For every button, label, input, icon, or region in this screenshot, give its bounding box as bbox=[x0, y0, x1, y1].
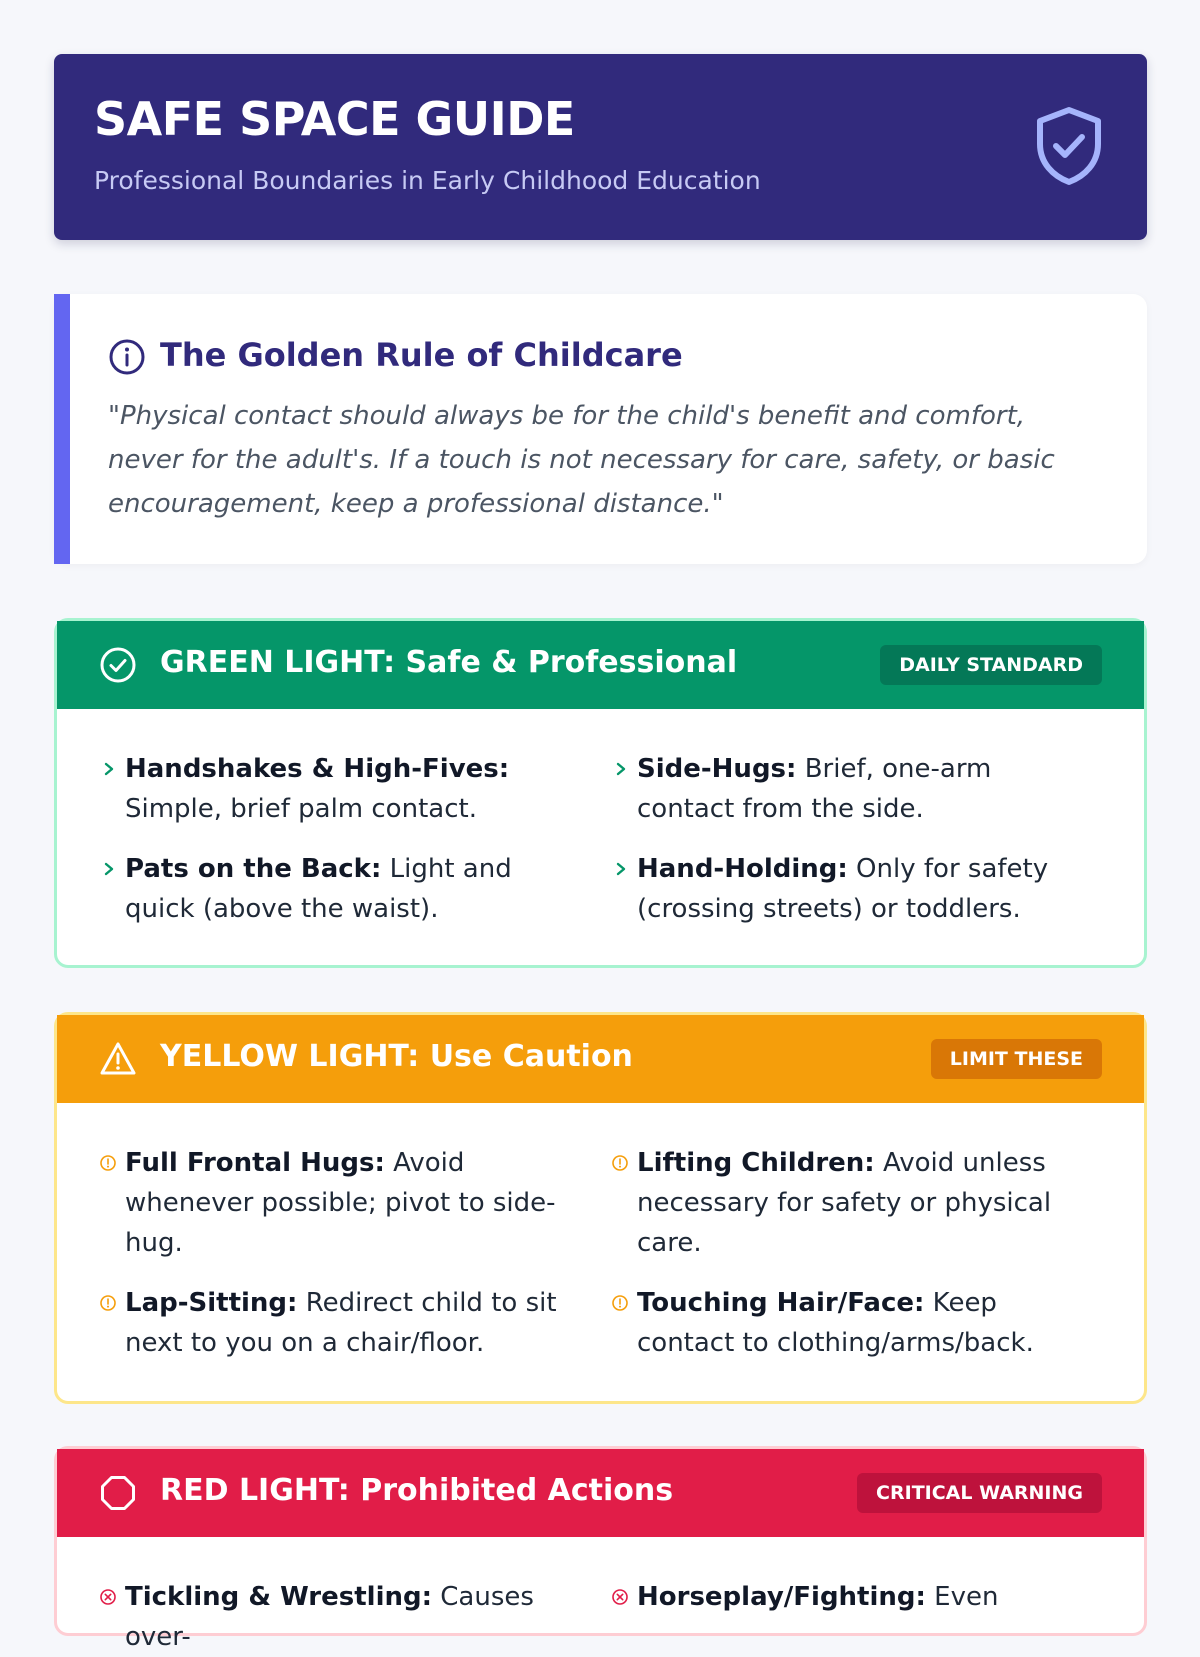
list-item bbox=[611, 1283, 1111, 1363]
item-term: Lap-Sitting: bbox=[125, 1288, 298, 1318]
list-item bbox=[611, 849, 1111, 929]
page-title: SAFE SPACE GUIDE bbox=[94, 92, 575, 146]
item-column-left bbox=[99, 749, 599, 929]
yellow-light-section bbox=[54, 1012, 1147, 1404]
item-term: Full Frontal Hugs: bbox=[125, 1148, 385, 1178]
item-desc: Only for safety (crossing streets) or toddlers. bbox=[637, 854, 1049, 924]
x-circle-icon bbox=[99, 1588, 117, 1606]
list-item bbox=[99, 849, 599, 929]
chevron-right-icon bbox=[615, 861, 627, 877]
page-subtitle: Professional Boundaries in Early Childhood Education bbox=[94, 166, 761, 195]
green-light-section bbox=[54, 618, 1147, 968]
item-grid bbox=[99, 749, 1109, 929]
shield-check-icon bbox=[1034, 106, 1104, 186]
item-desc: Avoid whenever possible; pivot to side-hug. bbox=[125, 1148, 556, 1258]
item-desc: Simple, brief palm contact. bbox=[125, 794, 477, 824]
check-circle-icon bbox=[99, 646, 137, 684]
item-desc: Avoid unless necessary for safety or physical care. bbox=[637, 1148, 1052, 1258]
item-term: Handshakes & High-Fives: bbox=[125, 754, 510, 784]
status-badge: CRITICAL WARNING bbox=[857, 1473, 1102, 1513]
list-item bbox=[99, 1577, 599, 1657]
section-title: RED LIGHT: Prohibited Actions bbox=[160, 1473, 674, 1508]
item-grid bbox=[99, 1143, 1109, 1363]
item-desc: Light and quick (above the waist). bbox=[125, 854, 512, 924]
item-grid bbox=[99, 1577, 1109, 1657]
item-term: Pats on the Back: bbox=[125, 854, 382, 884]
list-item bbox=[611, 1143, 1111, 1263]
list-item bbox=[99, 1143, 599, 1263]
stop-octagon-icon bbox=[99, 1474, 137, 1512]
info-icon bbox=[108, 338, 146, 376]
page-header bbox=[54, 54, 1147, 240]
list-item bbox=[611, 1577, 1111, 1617]
accent-bar bbox=[54, 294, 70, 564]
item-term: Horseplay/Fighting: bbox=[637, 1582, 926, 1612]
list-item bbox=[99, 749, 599, 829]
golden-rule-title: The Golden Rule of Childcare bbox=[160, 336, 683, 374]
list-item bbox=[611, 749, 1111, 829]
item-term: Lifting Children: bbox=[637, 1148, 875, 1178]
x-circle-icon bbox=[611, 1588, 629, 1606]
red-light-section bbox=[54, 1446, 1147, 1652]
item-column-left bbox=[99, 1577, 599, 1657]
item-column-right bbox=[611, 1143, 1111, 1363]
item-desc: Redirect child to sit next to you on a chair/floor. bbox=[125, 1288, 557, 1358]
item-term: Side-Hugs: bbox=[637, 754, 797, 784]
item-desc: Keep contact to clothing/arms/back. bbox=[637, 1288, 1034, 1358]
alert-circle-icon bbox=[611, 1154, 629, 1172]
item-column-left bbox=[99, 1143, 599, 1363]
warning-triangle-icon bbox=[99, 1040, 137, 1078]
section-header bbox=[57, 621, 1144, 709]
alert-circle-icon bbox=[611, 1294, 629, 1312]
chevron-right-icon bbox=[615, 761, 627, 777]
status-badge: DAILY STANDARD bbox=[880, 645, 1102, 685]
golden-rule-card bbox=[54, 294, 1147, 564]
section-title: GREEN LIGHT: Safe & Professional bbox=[160, 645, 738, 680]
item-desc: Causes over- bbox=[125, 1582, 534, 1652]
section-header bbox=[57, 1449, 1144, 1537]
golden-rule-quote: "Physical contact should always be for the child's benefit and comfort, never for the adult's. If a touch is not necessary for care, safety, or basic encouragement, keep a professional distance." bbox=[108, 401, 1055, 519]
item-column-right bbox=[611, 1577, 1111, 1657]
item-term: Hand-Holding: bbox=[637, 854, 848, 884]
item-column-right bbox=[611, 749, 1111, 929]
item-desc: Brief, one-arm contact from the side. bbox=[637, 754, 992, 824]
alert-circle-icon bbox=[99, 1294, 117, 1312]
item-term: Tickling & Wrestling: bbox=[125, 1582, 432, 1612]
chevron-right-icon bbox=[103, 761, 115, 777]
section-title: YELLOW LIGHT: Use Caution bbox=[160, 1039, 633, 1074]
chevron-right-icon bbox=[103, 861, 115, 877]
status-badge: LIMIT THESE bbox=[931, 1039, 1102, 1079]
item-term: Touching Hair/Face: bbox=[637, 1288, 925, 1318]
item-desc: Even bbox=[925, 1582, 999, 1612]
list-item bbox=[99, 1283, 599, 1363]
alert-circle-icon bbox=[99, 1154, 117, 1172]
section-header bbox=[57, 1015, 1144, 1103]
